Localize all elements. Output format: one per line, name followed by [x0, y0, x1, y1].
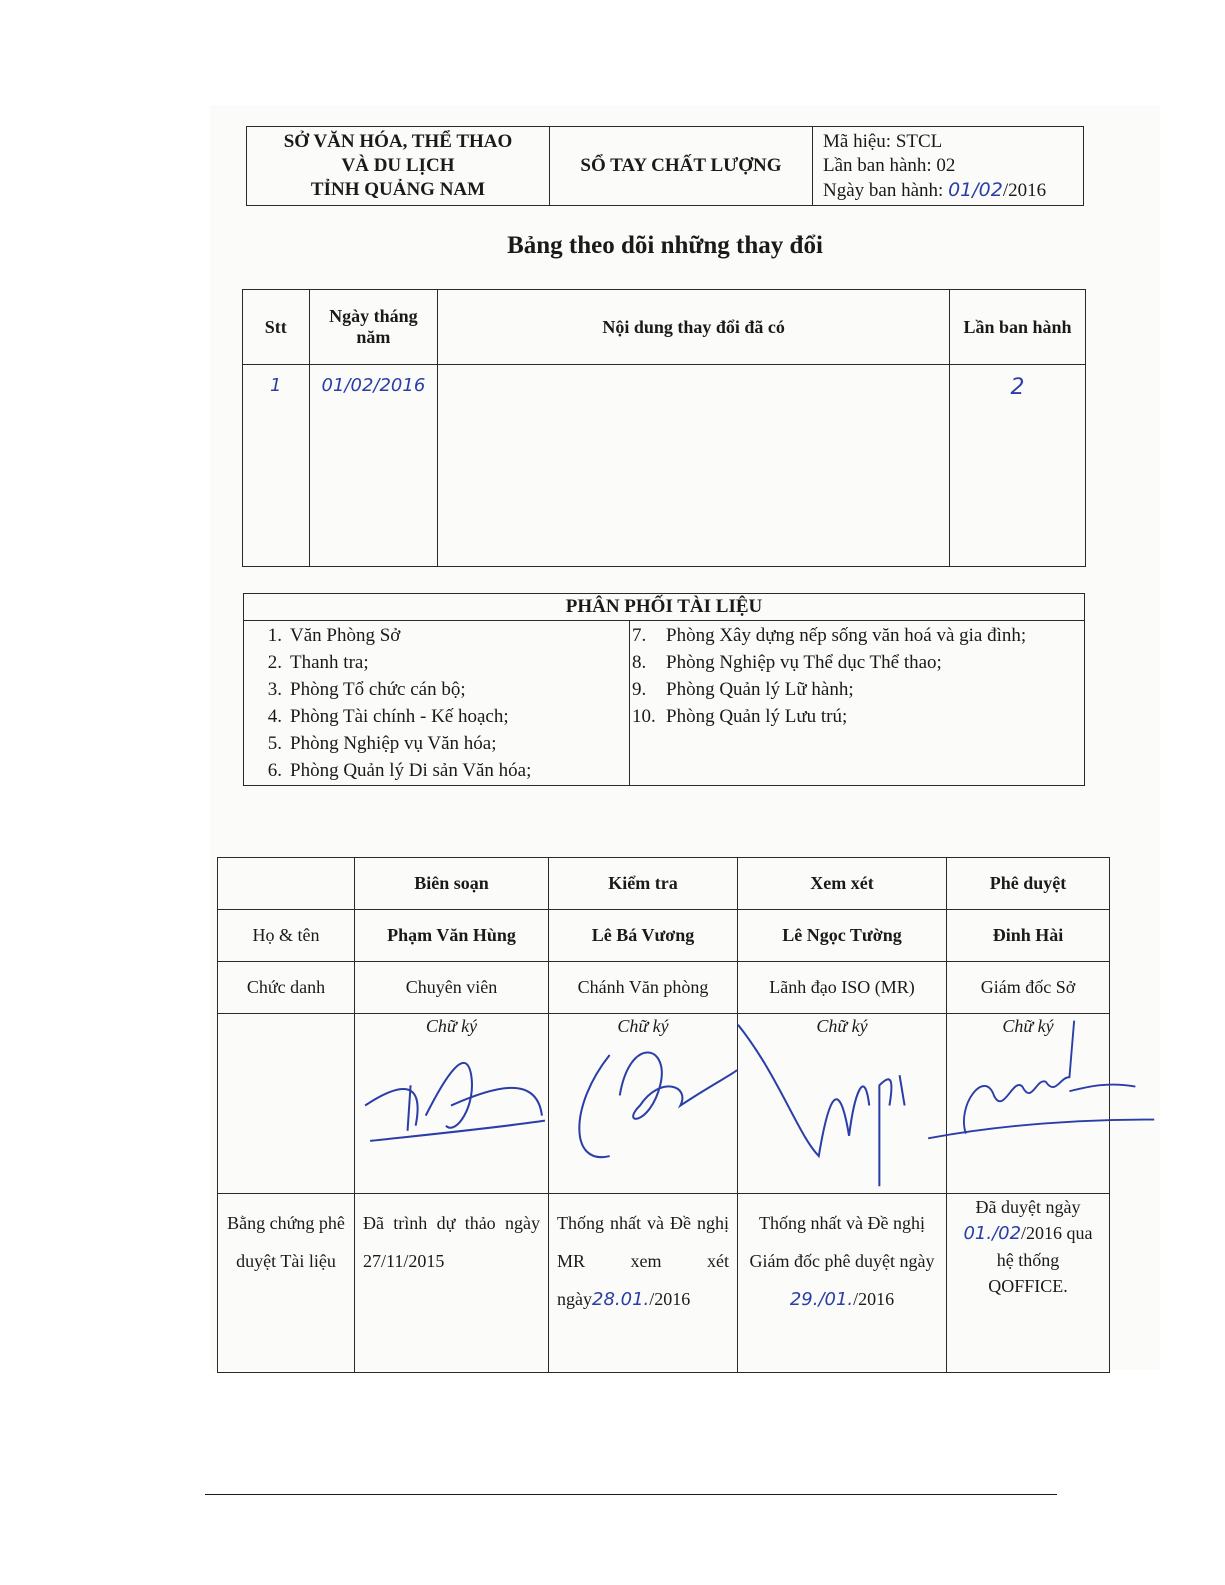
- col-stt: Stt: [243, 290, 310, 365]
- list-item: 6. Phòng Quản lý Di sản Văn hóa;: [267, 760, 532, 781]
- distribution-right: [630, 621, 1085, 786]
- list-item: 3. Phòng Tổ chức cán bộ;: [267, 679, 466, 700]
- title-reviewer: Lãnh đạo ISO (MR): [738, 962, 947, 1014]
- distribution-title: PHÂN PHỐI TÀI LIỆU: [244, 594, 1085, 621]
- evidence-approver: Đã duyệt ngày 01./02/2016 qua hệ thống QOFFICE.: [947, 1194, 1110, 1373]
- name-checker: Lê Bá Vương: [549, 910, 738, 962]
- doc-issue-date: Ngày ban hành: 01/02/2016: [823, 178, 1047, 201]
- list-item: 4. Phòng Tài chính - Kế hoạch;: [267, 706, 509, 727]
- change-log-table: [242, 289, 1086, 567]
- footer-rule: [205, 1494, 1057, 1495]
- evidence-checker: Thống nhất và Đề nghị MR xem xét ngày28.01./2016: [549, 1194, 738, 1373]
- list-item: 10. Phòng Quản lý Lưu trú;: [632, 706, 848, 727]
- org-line-1: SỞ VĂN HÓA, THỂ THAO: [283, 131, 513, 152]
- name-reviewer: Lê Ngọc Tường: [738, 910, 947, 962]
- title-approver: Giám đốc Sở: [947, 962, 1110, 1014]
- list-item: 2. Thanh tra;: [267, 652, 369, 673]
- evidence-drafter: Đã trình dự thảo ngày 27/11/2015: [355, 1194, 549, 1373]
- doc-code: Mã hiệu: STCL: [823, 130, 943, 152]
- col-issue: Lần ban hành: [950, 290, 1086, 365]
- corner-cell: [218, 858, 355, 910]
- doc-issue: Lần ban hành: 02: [823, 154, 956, 176]
- distribution-table: [243, 593, 1085, 786]
- title-checker: Chánh Văn phòng: [549, 962, 738, 1014]
- col-date: Ngày tháng năm: [309, 290, 438, 365]
- row-stt: 1: [243, 365, 310, 567]
- list-item: 7. Phòng Xây dựng nếp sống văn hoá và gia đình;: [632, 625, 1027, 646]
- col-content: Nội dung thay đổi đã có: [438, 290, 950, 365]
- handwritten-signature: [355, 1014, 548, 1193]
- list-item: 8. Phòng Nghiệp vụ Thể dục Thể thao;: [632, 652, 942, 673]
- title-label: Chức danh: [218, 962, 355, 1014]
- handwritten-signature: [947, 1014, 1109, 1193]
- role-reviewer: Xem xét: [738, 858, 947, 910]
- name-label: Họ & tên: [218, 910, 355, 962]
- role-approver: Phê duyệt: [947, 858, 1110, 910]
- signature-checker: Chữ ký: [549, 1014, 738, 1194]
- document-header: [246, 126, 1084, 206]
- signature-label-cell: [218, 1014, 355, 1194]
- role-checker: Kiểm tra: [549, 858, 738, 910]
- signature-approver: Chữ ký: [947, 1014, 1110, 1194]
- table-row: [243, 365, 1086, 567]
- signature-reviewer: Chữ ký: [738, 1014, 947, 1194]
- list-item: 5. Phòng Nghiệp vụ Văn hóa;: [267, 733, 497, 754]
- document-title: SỔ TAY CHẤT LƯỢNG: [550, 127, 813, 206]
- row-content: [438, 365, 950, 567]
- handwritten-signature: [549, 1014, 737, 1193]
- approval-table: [217, 857, 1110, 1373]
- handwritten-signature: [738, 1014, 946, 1193]
- list-item: 9. Phòng Quản lý Lữ hành;: [632, 679, 854, 700]
- evidence-reviewer: Thống nhất và Đề nghị Giám đốc phê duyệt ngày 29./01./2016: [738, 1194, 947, 1373]
- organization-name: [247, 127, 550, 206]
- org-line-2: VÀ DU LỊCH: [341, 155, 455, 176]
- signature-drafter: Chữ ký: [355, 1014, 549, 1194]
- distribution-left: [244, 621, 630, 786]
- row-issue: 2: [950, 365, 1086, 567]
- handwritten-date: 01/02: [948, 178, 1003, 201]
- name-approver: Đinh Hài: [947, 910, 1110, 962]
- name-drafter: Phạm Văn Hùng: [355, 910, 549, 962]
- row-date: 01/02/2016: [309, 365, 438, 567]
- title-drafter: Chuyên viên: [355, 962, 549, 1014]
- document-meta: [813, 127, 1084, 206]
- evidence-label: Bằng chứng phê duyệt Tài liệu: [218, 1194, 355, 1373]
- list-item: 1. Văn Phòng Sở: [267, 625, 401, 646]
- change-log-title: Bảng theo dõi những thay đổi: [507, 232, 823, 259]
- role-drafter: Biên soạn: [355, 858, 549, 910]
- org-line-3: TỈNH QUẢNG NAM: [310, 179, 486, 200]
